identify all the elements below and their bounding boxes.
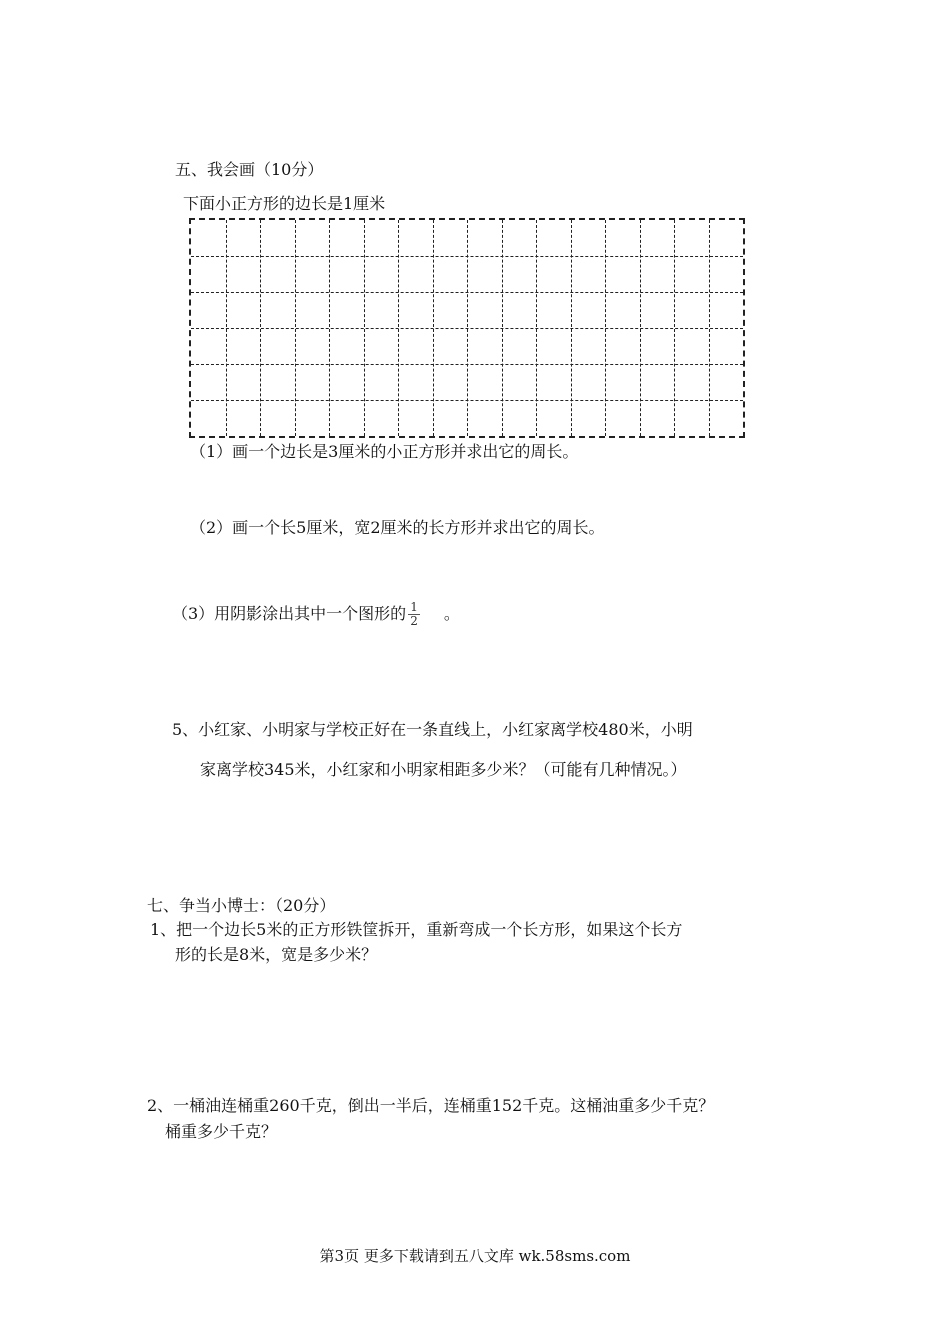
- problem-seven-1-line-1: 1、把一个边长5米的正方形铁筐拆开，重新弯成一个长方形，如果这个长方: [150, 920, 683, 939]
- fraction-denominator: 2: [410, 614, 418, 628]
- question-draw-square: （1）画一个边长是3厘米的小正方形并求出它的周长。: [190, 442, 579, 461]
- question-shade-half-text: （3）用阴影涂出其中一个图形的: [172, 604, 407, 623]
- question-shade-half-end: 。: [443, 604, 460, 623]
- section-five-heading: 五、我会画（10分）: [175, 160, 324, 179]
- fraction-one-half: [408, 601, 420, 628]
- question-shade-half: [172, 600, 460, 628]
- grid-row-line: [191, 256, 743, 257]
- question-draw-rectangle: （2）画一个长5厘米，宽2厘米的长方形并求出它的周长。: [190, 518, 605, 537]
- grid-row-line: [191, 328, 743, 329]
- fraction-numerator: 1: [410, 600, 418, 614]
- square-grid: [189, 218, 745, 438]
- grid-caption: 下面小正方形的边长是1厘米: [183, 194, 386, 213]
- page-footer: 第3页 更多下载请到五八文库 wk.58sms.com: [319, 1247, 631, 1265]
- problem-seven-2-line-2: 桶重多少千克？: [165, 1122, 278, 1141]
- problem-seven-2-line-1: 2、一桶油连桶重260千克，倒出一半后，连桶重152千克。这桶油重多少千克？: [147, 1096, 715, 1115]
- grid-row-line: [191, 292, 743, 293]
- problem-seven-1-line-2: 形的长是8米，宽是多少米？: [175, 945, 378, 964]
- grid-row-line: [191, 364, 743, 365]
- problem-five-line-2: 家离学校345米，小红家和小明家相距多少米？（可能有几种情况。）: [200, 760, 687, 779]
- grid-row-line: [191, 400, 743, 401]
- section-seven-heading: 七、争当小博士：（20分）: [147, 896, 336, 915]
- problem-five-line-1: 5、小红家、小明家与学校正好在一条直线上，小红家离学校480米，小明: [172, 720, 693, 739]
